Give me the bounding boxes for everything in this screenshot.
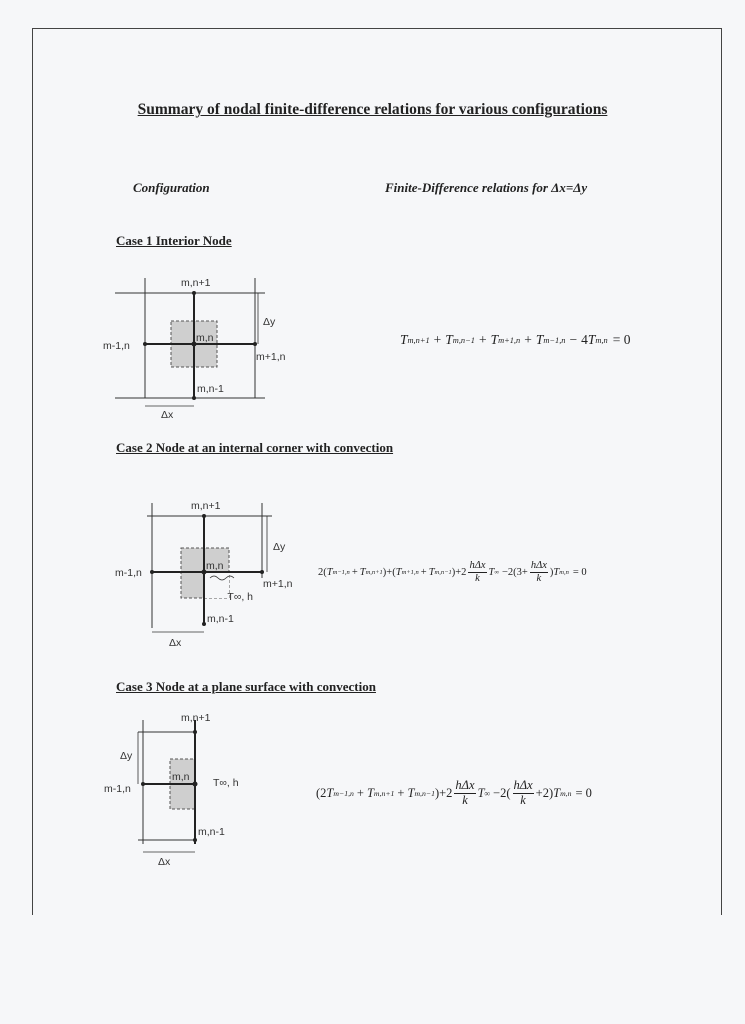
solid-corner (204, 572, 229, 598)
case-3-title: Case 3 Node at a plane surface with convection (116, 679, 376, 694)
node-bottom-label: m,n-1 (198, 826, 225, 838)
node-center-label: m,n (206, 560, 224, 572)
node-left-label: m-1,n (104, 783, 131, 795)
node-top-label: m,n+1 (191, 500, 221, 512)
configuration-header: Configuration (133, 180, 210, 195)
node-bottom-label: m,n-1 (207, 613, 234, 625)
case-2-equation: 2( T m−1,n + T m,n+1 )+( T m+1,n + T m,n−1 )+2 $\frac{\text{hΔx}}{k}$ T ∞ −2(3+ $\frac{\text{hΔx}}{k}$ ) T m,n = 0 (318, 560, 587, 584)
delta-x-label: Δx (161, 409, 174, 421)
node-left-label: m-1,n (103, 340, 130, 352)
node-center-label: m,n (172, 771, 190, 783)
node-top-label: m,n+1 (181, 712, 211, 724)
node-bottom-label: m,n-1 (197, 383, 224, 395)
case-3-diagram (98, 702, 278, 872)
page-title: Summary of nodal finite-difference relations for various configurations (137, 101, 608, 118)
node-left-label: m-1,n (115, 567, 142, 579)
case-3-equation: (2 T m−1,n + T m,n+1 + T m,n−1 )+2 $\frac{\text{hΔx}}{k}$ T ∞ −2( $\frac{\text{hΔx}}{k}$ +2) T m,n = 0 (316, 778, 592, 807)
delta-x-label: Δx (158, 856, 171, 868)
delta-x-label: Δx (169, 637, 182, 649)
convection-label: T∞, h (227, 591, 253, 603)
relations-header: Finite-Difference relations for Δx=Δy (385, 180, 588, 195)
node-center-label: m,n (196, 332, 214, 344)
case-1-equation: T m,n+1 + T m,n−1 + T m+1,n + T m−1,n − 4 T m,n = 0 (400, 332, 631, 347)
case-1-title: Case 1 Interior Node (116, 233, 232, 248)
delta-y-label: Δy (263, 316, 276, 328)
case-2-diagram (107, 488, 317, 653)
node-right-label: m+1,n (263, 578, 293, 590)
delta-y-label: Δy (273, 541, 286, 553)
node-right-label: m+1,n (256, 351, 286, 363)
convection-label: T∞, h (213, 777, 239, 789)
node-top-label: m,n+1 (181, 277, 211, 289)
delta-y-label: Δy (120, 750, 133, 762)
case-1-diagram (95, 268, 305, 428)
case-2-title: Case 2 Node at an internal corner with convection (116, 440, 394, 455)
